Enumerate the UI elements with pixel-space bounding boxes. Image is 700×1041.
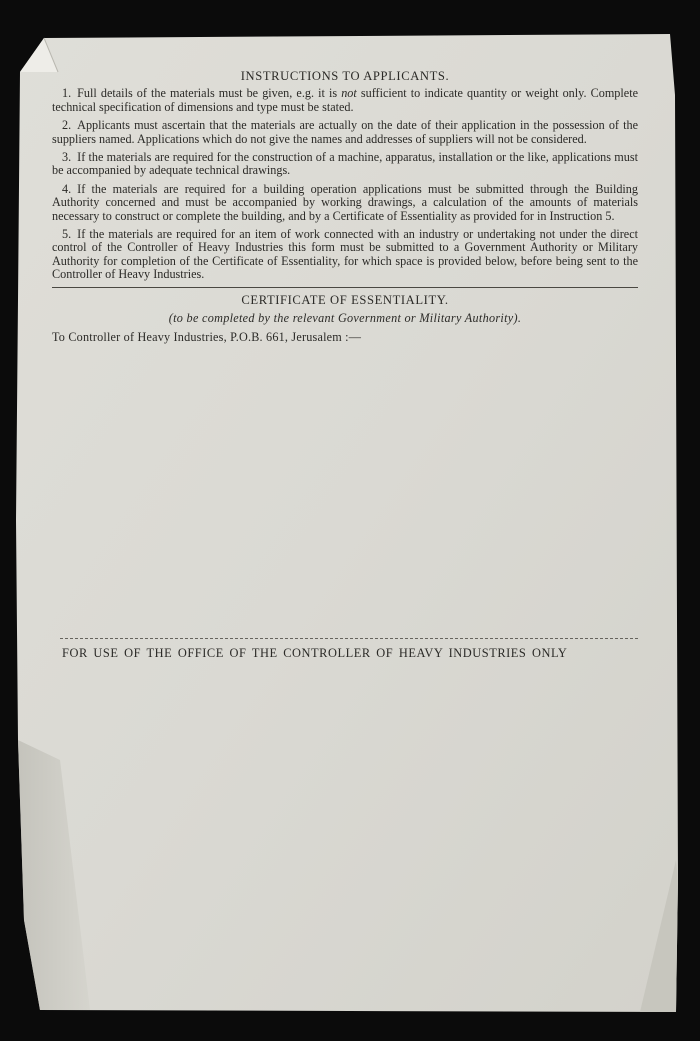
office-section-divider [60,638,638,639]
instruction-item: 4. If the materials are required for a building operation applications must be submitted through the Building Authority concerned and must be accompanied by working drawings, a calculation of the amounts of materials necessary to construct or complete the building, and by a Certificate of Essentiality as provided for in Instruction 5. [52,181,638,223]
instruction-item: 1. Full details of the materials must be given, e.g. it is not sufficient to indicate quantity or weight only. Complete technical specification of dimensions and type must be stated. [52,86,638,114]
instruction-item: 2. Applicants must ascertain that the materials are actually on the date of their application in the possession of the suppliers named. Applications which do not give the names and addresses of suppliers will not be considered. [52,118,638,146]
instruction-item: 5. If the materials are required for an item of work connected with an industry or undertaking not under the direct control of the Controller of Heavy Industries this form must be submitted to a Government Authority or Military Authority for completion of the Certificate of Essentiality, for which space is provided below, before being sent to the Controller of Heavy Industries. [52,227,638,282]
certificate-heading: CERTIFICATE OF ESSENTIALITY. [241,292,449,307]
section-divider [52,287,638,288]
office-use-label: FOR USE OF THE OFFICE OF THE CONTROLLER OF HEAVY INDUSTRIES ONLY [62,646,568,660]
instruction-item: 3. If the materials are required for the construction of a machine, apparatus, installation or the like, applications must be accompanied by adequate technical drawings. [52,150,638,178]
certificate-subheading: (to be completed by the relevant Government or Military Authority). [168,311,522,326]
certificate-address-line: To Controller of Heavy Industries, P.O.B. 661, Jerusalem :— [52,329,362,344]
form-text [52,70,638,344]
instructions-heading: INSTRUCTIONS TO APPLICANTS. [240,69,450,83]
